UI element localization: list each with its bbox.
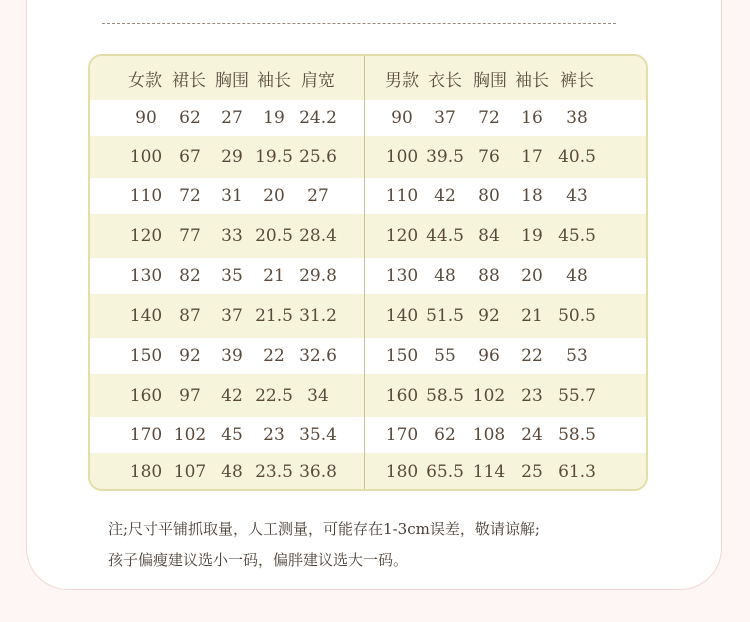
women-cell: 35.4 <box>299 425 337 445</box>
men-cell: 17 <box>521 147 543 167</box>
women-cell: 77 <box>179 226 201 246</box>
women-cell: 32.6 <box>299 346 337 366</box>
table-row <box>90 417 646 453</box>
women-cell: 23 <box>263 425 285 445</box>
column-divider <box>364 56 365 489</box>
women-cell: 29.8 <box>299 266 337 286</box>
women-cell: 42 <box>221 385 243 406</box>
men-cell: 96 <box>478 346 500 366</box>
women-cell: 21 <box>263 266 285 286</box>
men-cell: 42 <box>434 186 456 206</box>
men-cell: 51.5 <box>426 306 464 326</box>
men-cell: 20 <box>521 266 543 286</box>
header-women-style: 女款 <box>128 70 162 91</box>
table-row <box>90 453 646 491</box>
men-cell: 19 <box>521 226 543 246</box>
women-cell: 48 <box>221 462 243 482</box>
men-cell: 92 <box>478 306 500 326</box>
men-cell: 39.5 <box>426 147 464 167</box>
header-pants-length: 裤长 <box>560 70 594 91</box>
women-cell: 27 <box>307 186 329 206</box>
men-cell: 84 <box>478 226 500 246</box>
men-cell: 40.5 <box>558 147 596 167</box>
men-cell: 48 <box>566 266 588 286</box>
table-header-row <box>90 56 646 100</box>
women-cell: 150 <box>129 346 163 366</box>
women-cell: 39 <box>221 346 243 366</box>
women-cell: 22 <box>263 346 285 366</box>
women-cell: 20 <box>263 186 285 206</box>
men-cell: 170 <box>385 425 419 445</box>
women-cell: 28.4 <box>299 226 337 246</box>
women-cell: 62 <box>179 108 201 128</box>
women-cell: 90 <box>135 108 157 128</box>
men-cell: 25 <box>521 462 543 482</box>
note-line-2: 孩子偏瘦建议选小一码，偏胖建议选大一码。 <box>108 551 409 569</box>
men-cell: 61.3 <box>558 462 596 482</box>
men-cell: 37 <box>434 108 456 128</box>
men-cell: 23 <box>521 385 543 406</box>
women-cell: 27 <box>221 108 243 128</box>
women-cell: 20.5 <box>255 226 293 246</box>
men-cell: 108 <box>472 425 506 445</box>
men-cell: 45.5 <box>558 226 596 246</box>
men-cell: 50.5 <box>558 306 596 326</box>
women-cell: 102 <box>173 425 207 445</box>
men-cell: 21 <box>521 306 543 326</box>
size-table <box>88 54 648 491</box>
women-cell: 29 <box>221 147 243 167</box>
men-cell: 22 <box>521 346 543 366</box>
women-cell: 67 <box>179 147 201 167</box>
women-cell: 36.8 <box>299 462 337 482</box>
men-cell: 24 <box>521 425 543 445</box>
header-women-sleeve: 袖长 <box>257 70 291 91</box>
men-cell: 80 <box>478 186 500 206</box>
dashed-divider <box>102 23 616 24</box>
women-cell: 92 <box>179 346 201 366</box>
women-cell: 34 <box>307 385 329 406</box>
table-row <box>90 136 646 178</box>
women-cell: 33 <box>221 226 243 246</box>
women-cell: 45 <box>221 425 243 445</box>
men-cell: 38 <box>566 108 588 128</box>
table-row <box>90 294 646 338</box>
men-cell: 48 <box>434 266 456 286</box>
men-cell: 43 <box>566 186 588 206</box>
header-women-chest: 胸围 <box>215 70 249 91</box>
women-cell: 22.5 <box>255 385 293 406</box>
women-cell: 160 <box>129 385 163 406</box>
women-cell: 19.5 <box>255 147 293 167</box>
note-line-1: 注;尺寸平铺抓取量，人工测量，可能存在1-3cm误差，敬请谅解; <box>108 520 540 538</box>
header-men-style: 男款 <box>385 70 419 91</box>
men-cell: 53 <box>566 346 588 366</box>
men-cell: 76 <box>478 147 500 167</box>
women-cell: 19 <box>263 108 285 128</box>
table-row <box>90 100 646 136</box>
men-cell: 58.5 <box>426 385 464 406</box>
men-cell: 55 <box>434 346 456 366</box>
women-cell: 140 <box>129 306 163 326</box>
men-cell: 100 <box>385 147 419 167</box>
women-cell: 37 <box>221 306 243 326</box>
header-skirt-length: 裙长 <box>172 70 206 91</box>
table-row <box>90 338 646 374</box>
women-cell: 87 <box>179 306 201 326</box>
table-row <box>90 258 646 294</box>
women-cell: 130 <box>129 266 163 286</box>
men-cell: 88 <box>478 266 500 286</box>
men-cell: 44.5 <box>426 226 464 246</box>
women-cell: 170 <box>129 425 163 445</box>
women-cell: 82 <box>179 266 201 286</box>
table-row <box>90 178 646 214</box>
women-cell: 35 <box>221 266 243 286</box>
men-cell: 180 <box>385 462 419 482</box>
women-cell: 24.2 <box>299 108 337 128</box>
men-cell: 58.5 <box>558 425 596 445</box>
men-cell: 16 <box>521 108 543 128</box>
men-cell: 120 <box>385 226 419 246</box>
women-cell: 97 <box>179 385 201 406</box>
header-shoulder: 肩宽 <box>301 70 335 91</box>
header-men-sleeve: 袖长 <box>515 70 549 91</box>
women-cell: 100 <box>129 147 163 167</box>
table-row <box>90 374 646 417</box>
women-cell: 72 <box>179 186 201 206</box>
men-cell: 18 <box>521 186 543 206</box>
women-cell: 31.2 <box>299 306 337 326</box>
table-row <box>90 214 646 258</box>
men-cell: 140 <box>385 306 419 326</box>
men-cell: 55.7 <box>558 385 596 406</box>
women-cell: 25.6 <box>299 147 337 167</box>
men-cell: 65.5 <box>426 462 464 482</box>
men-cell: 160 <box>385 385 419 406</box>
women-cell: 110 <box>129 186 163 206</box>
women-cell: 107 <box>173 462 207 482</box>
women-cell: 180 <box>129 462 163 482</box>
women-cell: 23.5 <box>255 462 293 482</box>
men-cell: 90 <box>391 108 413 128</box>
men-cell: 72 <box>478 108 500 128</box>
men-cell: 102 <box>472 385 506 406</box>
women-cell: 21.5 <box>255 306 293 326</box>
men-cell: 150 <box>385 346 419 366</box>
men-cell: 62 <box>434 425 456 445</box>
women-cell: 120 <box>129 226 163 246</box>
header-men-chest: 胸围 <box>473 70 507 91</box>
men-cell: 130 <box>385 266 419 286</box>
men-cell: 110 <box>385 186 419 206</box>
men-cell: 114 <box>472 462 506 482</box>
header-top-length: 衣长 <box>428 70 462 91</box>
women-cell: 31 <box>221 186 243 206</box>
